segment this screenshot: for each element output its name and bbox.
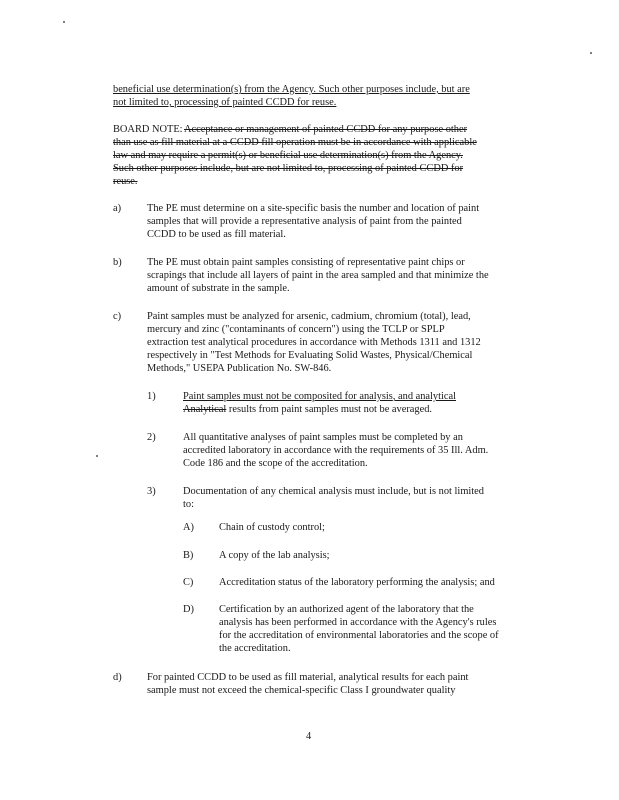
item-b-line: scrapings that include all layers of paint in the area sampled and that minimize the <box>147 270 489 281</box>
subitem-1-line-2 <box>183 404 432 416</box>
scan-speck <box>590 52 592 54</box>
item-c-line: mercury and zinc ("contaminants of concern") using the TCLP or SPLP <box>147 324 445 335</box>
subitem-1-text-a: Paint samples must not be composited for analysis <box>183 391 393 402</box>
item-c-line: extraction test analytical procedures in accordance with Methods 1311 and 1312 <box>147 337 481 348</box>
subitem-1-text-c: Analytical <box>183 404 227 415</box>
scan-speck <box>96 455 98 457</box>
subsubitem-D-line: analysis has been performed in accordance with the Agency's rules <box>219 617 497 628</box>
subsubitem-D-line: Certification by an authorized agent of the laboratory that the <box>219 604 474 615</box>
board-note-line: than use as fill material at a CCDD fill operation must be in accordance with applicable <box>113 137 477 148</box>
board-note-line: law and may require a permit(s) or beneficial use determination(s) from the Agency. <box>113 150 463 161</box>
board-note-label: BOARD NOTE: <box>113 124 183 135</box>
item-b-line: amount of substrate in the sample. <box>147 283 290 294</box>
item-d-line: For painted CCDD to be used as fill material, analytical results for each paint <box>147 672 469 683</box>
page-number: 4 <box>306 731 312 742</box>
subsubitem-D-label: D) <box>183 604 194 615</box>
subitem-3-line: Documentation of any chemical analysis must include, but is not limited <box>183 486 484 497</box>
subitem-2-line: All quantitative analyses of paint samples must be completed by an <box>183 432 463 443</box>
subitem-2-line: Code 186 and the scope of the accreditation. <box>183 458 368 469</box>
subitem-3-line: to: <box>183 499 194 510</box>
subitem-1-label: 1) <box>147 391 156 402</box>
subitem-1-text-d: results from paint samples must not be averaged. <box>226 404 433 415</box>
intro-line-2: not limited to, processing of painted CCDD for reuse. <box>113 97 337 108</box>
item-c-line: Paint samples must be analyzed for arsenic, cadmium, chromium (total), lead, <box>147 311 471 322</box>
subsubitem-B-line: A copy of the lab analysis; <box>219 550 330 561</box>
board-note-line: Acceptance or management of painted CCDD for any purpose other <box>184 124 468 135</box>
item-b-label: b) <box>113 257 122 268</box>
item-a-line: CCDD to be used as fill material. <box>147 229 286 240</box>
item-a-label: a) <box>113 203 122 214</box>
item-d-line: sample must not exceed the chemical-specific Class I groundwater quality <box>147 685 456 696</box>
subitem-2-line: accredited laboratory in accordance with the requirements of 35 Ill. Adm. <box>183 445 489 456</box>
subitem-1-text-b: , and analytical <box>392 391 456 402</box>
subsubitem-C-line: Accreditation status of the laboratory performing the analysis; and <box>219 577 495 588</box>
subitem-3-label: 3) <box>147 486 156 497</box>
subsubitem-D-line: the accreditation. <box>219 643 291 654</box>
intro-line-1: beneficial use determination(s) from the Agency. Such other purposes include, but are <box>113 84 470 95</box>
item-c-line: respectively in "Test Methods for Evaluating Solid Wastes, Physical/Chemical <box>147 350 473 361</box>
scan-speck <box>63 21 65 23</box>
item-a-line: The PE must determine on a site-specific basis the number and location of paint <box>147 203 480 214</box>
item-b-line: The PE must obtain paint samples consisting of representative paint chips or <box>147 257 465 268</box>
subsubitem-B-label: B) <box>183 550 194 561</box>
board-note-line: reuse. <box>113 176 138 187</box>
subsubitem-A-line: Chain of custody control; <box>219 522 325 533</box>
subsubitem-D-line: for the accreditation of environmental laboratories and the scope of <box>219 630 499 641</box>
board-note-line: Such other purposes include, but are not limited to, processing of painted CCDD for <box>113 163 464 174</box>
subsubitem-A-label: A) <box>183 522 194 533</box>
subitem-1-line-1 <box>183 391 456 403</box>
item-a-line: samples that will provide a representative analysis of paint from the painted <box>147 216 462 227</box>
item-c-label: c) <box>113 311 122 322</box>
subsubitem-C-label: C) <box>183 577 194 588</box>
item-d-label: d) <box>113 672 122 683</box>
subitem-2-label: 2) <box>147 432 156 443</box>
item-c-line: Methods," USEPA Publication No. SW-846. <box>147 363 332 374</box>
